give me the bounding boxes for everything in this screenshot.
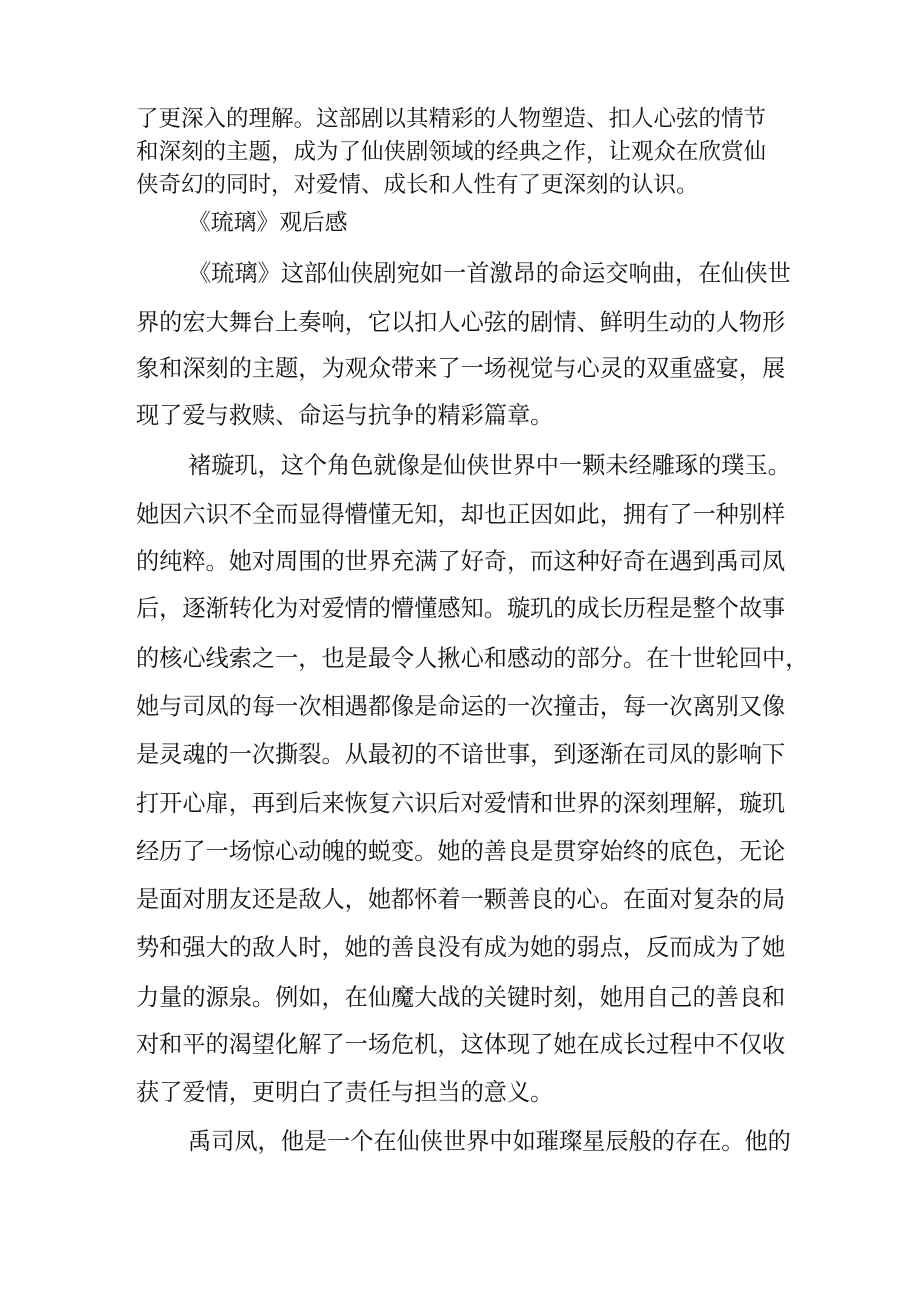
paragraph-2-line-2: 她因六识不全而显得懵懂无知，却也正因如此，拥有了一种别样 <box>136 501 786 528</box>
paragraph-2-line-13: 对和平的渴望化解了一场危机，这体现了她在成长过程中不仅收 <box>136 1031 786 1058</box>
paragraph-1-line-3: 象和深刻的主题，为观众带来了一场视觉与心灵的双重盛宴，展 <box>136 355 786 382</box>
paragraph-1-line-4: 现了爱与救赎、命运与抗争的精彩篇章。 <box>136 402 554 429</box>
section-title: 《琉璃》观后感 <box>188 210 348 236</box>
paragraph-2-line-14: 获了爱情，更明白了责任与担当的意义。 <box>136 1079 554 1106</box>
intro-line-3: 侠奇幻的同时，对爱情、成长和人性有了更深刻的认识。 <box>136 172 699 198</box>
paragraph-2-line-12: 力量的源泉。例如，在仙魔大战的关键时刻，她用自己的善良和 <box>136 984 786 1011</box>
intro-line-2: 和深刻的主题，成为了仙侠剧领域的经典之作，让观众在欣赏仙 <box>136 139 767 165</box>
intro-line-1: 了更深入的理解。这部剧以其精彩的人物塑造、扣人心弦的情节 <box>136 106 767 132</box>
paragraph-2-line-4: 后，逐渐转化为对爱情的懵懂感知。璇玑的成长历程是整个故事 <box>136 595 786 622</box>
paragraph-2-line-6: 她与司凤的每一次相遇都像是命运的一次撞击，每一次离别又像 <box>136 693 786 720</box>
paragraph-1-line-2: 界的宏大舞台上奏响，它以扣人心弦的剧情、鲜明生动的人物形 <box>136 309 786 336</box>
paragraph-2-line-8: 打开心扉，再到后来恢复六识后对爱情和世界的深刻理解，璇玑 <box>136 790 786 817</box>
paragraph-2-line-9: 经历了一场惊心动魄的蜕变。她的善良是贯穿始终的底色，无论 <box>136 838 786 865</box>
paragraph-2-line-3: 的纯粹。她对周围的世界充满了好奇，而这种好奇在遇到禹司凤 <box>136 548 786 575</box>
paragraph-2-line-7: 是灵魂的一次撕裂。从最初的不谙世事，到逐渐在司凤的影响下 <box>136 741 786 768</box>
paragraph-2-line-5: 的核心线索之一，也是最令人揪心和感动的部分。在十世轮回中， <box>136 645 809 672</box>
paragraph-2-line-1: 褚璇玑，这个角色就像是仙侠世界中一颗未经雕琢的璞玉。 <box>188 452 791 479</box>
paragraph-3-line-1: 禹司凤，他是一个在仙侠世界中如璀璨星辰般的存在。他的 <box>188 1128 791 1155</box>
paragraph-1-line-1: 《琉璃》这部仙侠剧宛如一首激昂的命运交响曲，在仙侠世 <box>188 260 791 287</box>
paragraph-2-line-10: 是面对朋友还是敌人，她都怀着一颗善良的心。在面对复杂的局 <box>136 886 786 913</box>
paragraph-2-line-11: 势和强大的敌人时，她的善良没有成为她的弱点，反而成为了她 <box>136 934 786 961</box>
